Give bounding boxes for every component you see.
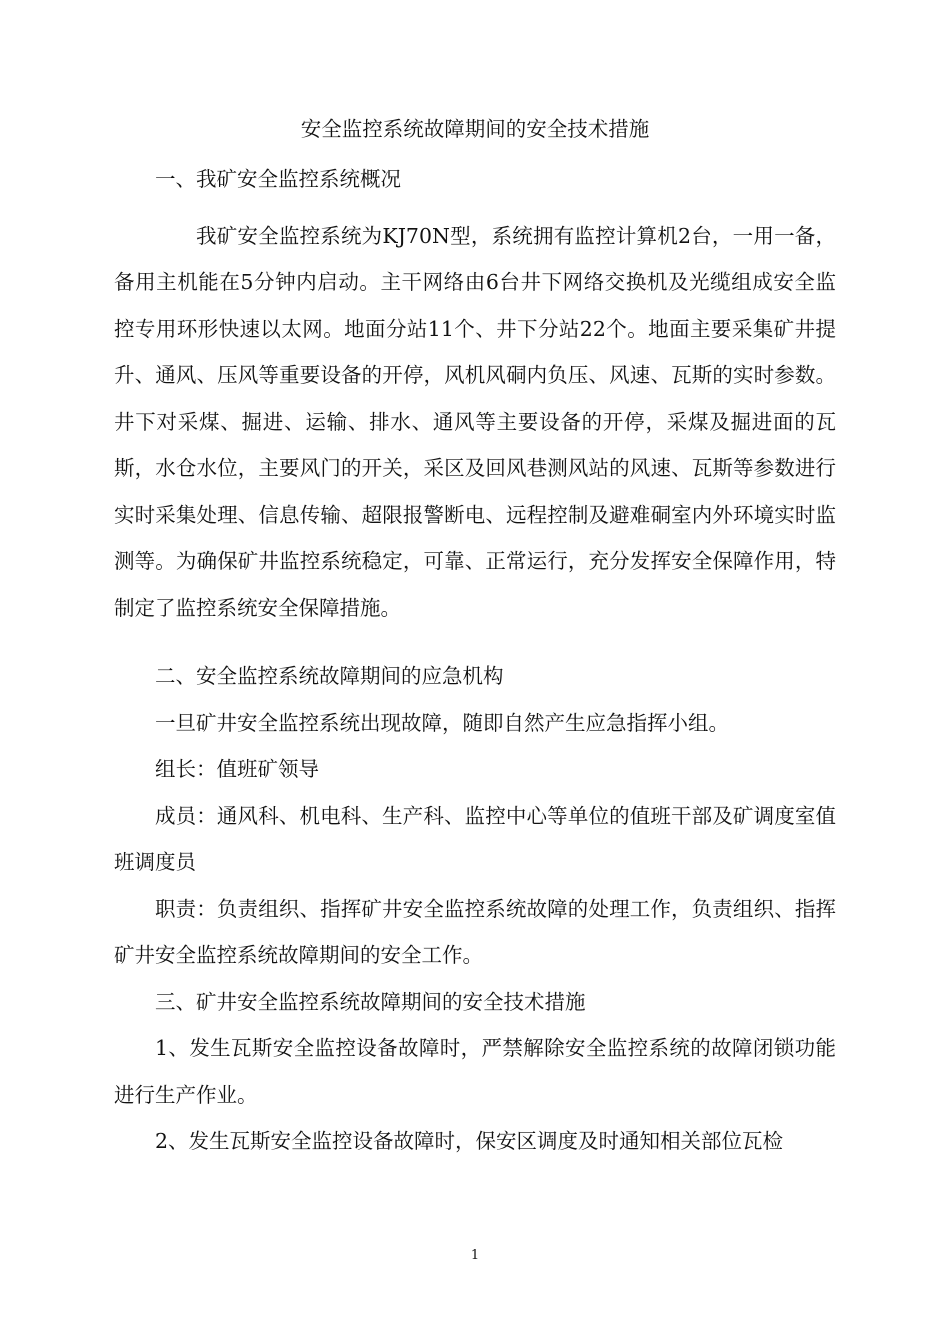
- section-3-heading: 三、矿井安全监控系统故障期间的安全技术措施: [155, 989, 586, 1014]
- section-2-intro: 一旦矿井安全监控系统出现故障，随即自然产生应急指挥小组。: [155, 710, 729, 735]
- document-title: 安全监控系统故障期间的安全技术措施: [300, 117, 650, 141]
- section-1-heading: 一、我矿安全监控系统概况: [155, 167, 401, 191]
- section-2-leader: 组长：值班矿领导: [155, 757, 319, 781]
- section-1-paragraph: 我矿安全监控系统为KJ70N型，系统拥有监控计算机2台，一用一备，备用主机能在5分钟内启动。主干网络由6台井下网络交换机及光缆组成安全监控专用环形快速以太网。地面分站11个、井下分站22个。地面主要采集矿井提升、通风、压风等重要设备的开停，风机风硐内负压、风速、瓦斯的实时参数。井下对采煤、掘进、运输、排水、通风等主要设备的开停，采煤及掘进面的瓦斯，水仓水位，主要风门的开关，采区及回风巷测风站的风速、瓦斯等参数进行实时采集处理、信息传输、超限报警断电、远程控制及避难硐室内外环境实时监测等。为确保矿井监控系统稳定，可靠、正常运行，充分发挥安全保障作用，特制定了监控系统安全保障措施。: [114, 223, 836, 620]
- document-body: [114, 108, 836, 1165]
- page-number: 1: [470, 1248, 480, 1263]
- section-3-item-1: 1、发生瓦斯安全监控设备故障时，严禁解除安全监控系统的故障闭锁功能进行生产作业。: [114, 1036, 836, 1107]
- section-2-members: 成员：通风科、机电科、生产科、监控中心等单位的值班干部及矿调度室值班调度员: [114, 803, 836, 874]
- section-3-item-2: 2、发生瓦斯安全监控设备故障时，保安区调度及时通知相关部位瓦检: [155, 1129, 784, 1153]
- section-2-heading: 二、安全监控系统故障期间的应急机构: [155, 664, 504, 688]
- section-2-duties: 职责：负责组织、指挥矿井安全监控系统故障的处理工作，负责组织、指挥矿井安全监控系统故障期间的安全工作。: [114, 896, 836, 967]
